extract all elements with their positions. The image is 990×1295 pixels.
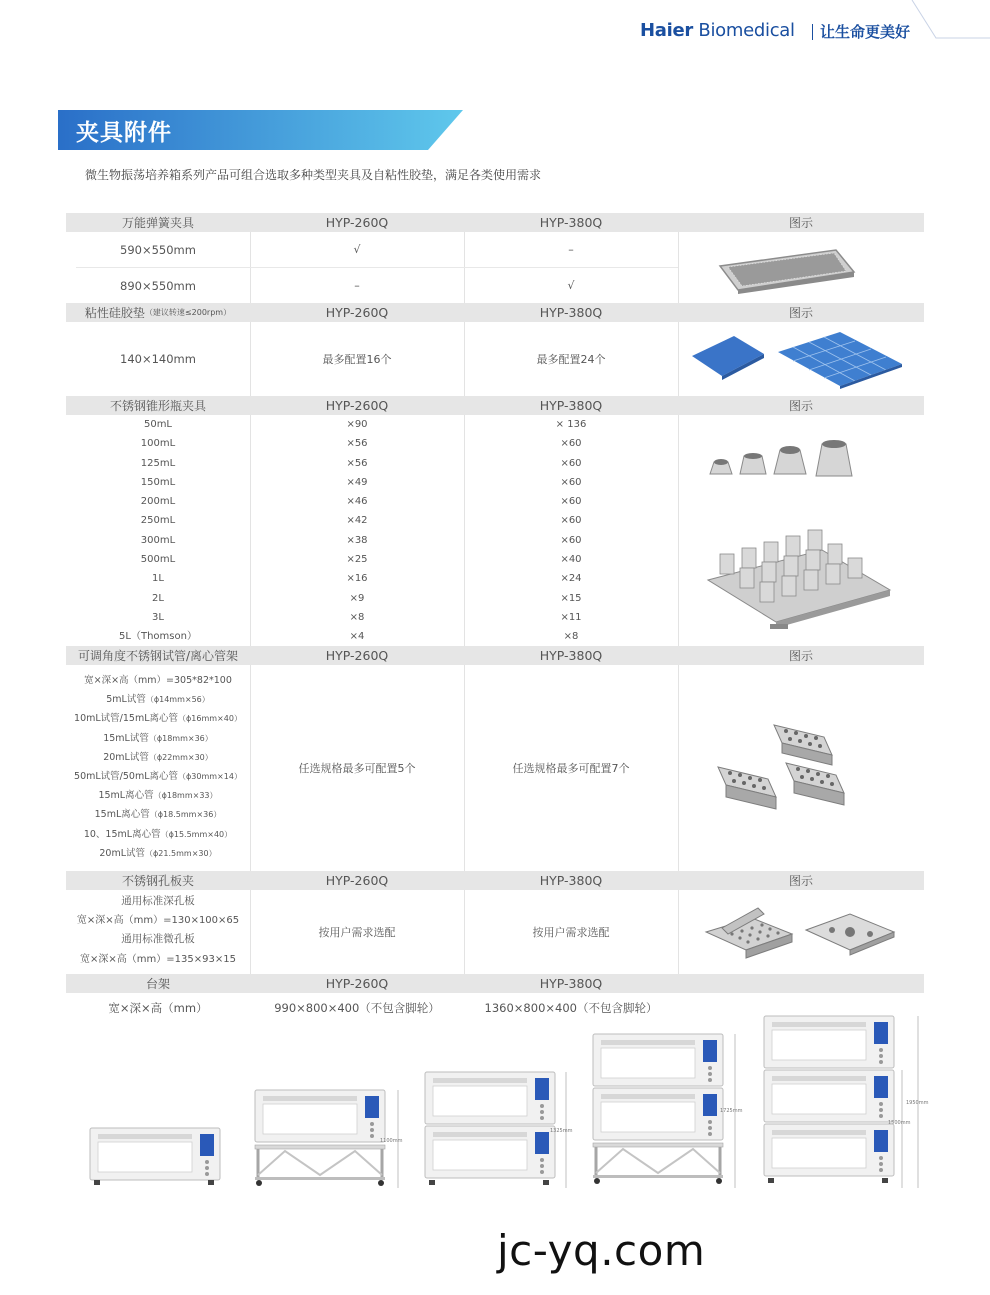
incubator-configurations [80,1012,940,1197]
pad-260: 最多配置16个 [322,353,392,366]
stand-header-380: HYP-380Q [539,976,603,991]
spring-size-1: 590×550mm [120,242,196,257]
flask-count-380: ×40 [560,554,582,566]
flask-header-260: HYP-260Q [325,398,389,413]
spring-260-1: √ [353,243,361,256]
pad-body [66,322,924,396]
tube-body [66,665,924,871]
plate-micro-dims: 宽×深×高（mm）=135×93×15 [80,953,236,965]
pad-size: 140×140mm [120,352,196,366]
spring-260-2: – [354,279,360,292]
flask-volume: 2L [152,592,164,604]
flask-count-260: ×8 [349,611,365,623]
accessory-table [66,213,924,1023]
plate-micro-label: 通用标准微孔板 [121,933,195,946]
flask-count-380: ×60 [560,534,582,546]
flask-count-260: ×42 [346,515,368,527]
plate-header-260: HYP-260Q [325,873,389,888]
flask-count-380: ×60 [560,438,582,450]
pad-header-row [66,303,924,322]
plate-header-row [66,871,924,890]
spring-body [66,232,924,303]
plate-deep-dims: 宽×深×高（mm）=130×100×65 [76,915,240,927]
flask-header-label: 不锈钢锥形瓶夹具 [109,399,206,413]
tube-item: 5mL试管（ϕ14mm×56） [106,694,210,706]
pad-header-image: 图示 [788,306,813,320]
tube-260: 任选规格最多可配置5个 [298,762,416,775]
stand-header-row [66,974,924,993]
plate-body [66,890,924,974]
flask-count-380: ×60 [560,457,582,469]
tube-item: 20mL试管（ϕ21.5mm×30） [99,847,217,859]
flask-count-260: ×56 [346,457,368,469]
footer-site: jc-yq.com [497,1226,706,1275]
flask-volume: 150mL [140,476,176,488]
flask-count-380: ×60 [560,496,582,508]
flask-volume-list [66,415,250,647]
flask-count-260: ×25 [346,554,368,566]
brand-header [640,18,940,46]
tube-item: 15mL离心管（ϕ18mm×33） [98,790,218,802]
flask-volume: 250mL [140,515,176,527]
tube-header-image: 图示 [788,649,813,663]
plate-spec-list [66,892,250,969]
flask-380-list [464,415,678,647]
brand-divider [812,24,813,40]
flask-count-380: ×60 [560,515,582,527]
flask-count-260: ×9 [349,592,365,604]
spring-size-2: 890×550mm [120,278,196,293]
flask-header-image: 图示 [788,399,813,413]
flask-count-260: ×16 [346,573,368,585]
flask-count-380: ×8 [563,631,579,643]
tube-header-label: 可调角度不锈钢试管/离心管架 [77,649,239,663]
flask-volume: 50mL [143,419,173,430]
flask-volume: 1L [152,573,164,585]
plate-deep-label: 通用标准深孔板 [121,895,195,907]
stand-header-blank [678,974,924,993]
flask-volume: 200mL [140,496,176,508]
flask-count-260: ×49 [346,476,368,488]
tube-spec-list [66,671,250,863]
spring-header-380: HYP-380Q [539,215,603,230]
flask-260-list [250,415,464,647]
tube-header-row [66,646,924,665]
flask-body [66,415,924,646]
flask-count-260: ×56 [346,438,368,450]
spring-header-label: 万能弹簧夹具 [121,216,194,230]
spring-header-row [66,213,924,232]
flask-count-380: ×15 [560,592,582,604]
tube-item: 10、15mL离心管（ϕ15.5mm×40） [83,828,233,840]
flask-count-380: ×11 [560,611,582,623]
plate-260: 按用户需求选配 [318,926,396,939]
pad-header-380: HYP-380Q [539,305,603,320]
section-banner [58,110,463,150]
tube-item: 10mL试管/15mL离心管（ϕ16mm×40） [74,713,242,725]
plate-clamp-image [702,904,902,964]
brand-slogan: 让生命更美好 [820,23,911,41]
stand-dims-label: 宽×深×高（mm） [108,1001,208,1015]
flask-volume: 3L [152,611,164,623]
tube-380: 任选规格最多可配置7个 [512,762,630,775]
plate-header-label: 不锈钢孔板夹 [121,874,194,888]
flask-clamp-image [702,440,892,635]
spring-380-2: √ [567,279,575,292]
height-label-4: 1950mm [906,1100,929,1106]
pad-header-label: 粘性硅胶垫 （建议转速≤200rpm） [84,306,232,320]
spring-header-image: 图示 [788,216,813,230]
flask-count-260: ×46 [346,496,368,508]
tube-rack-image [714,717,854,817]
spring-header-260: HYP-260Q [325,215,389,230]
pad-380: 最多配置24个 [536,353,606,366]
flask-count-380: × 136 [555,419,587,430]
tube-item: 50mL试管/50mL离心管（ϕ30mm×14） [74,770,242,782]
tube-header-380: HYP-380Q [539,648,603,663]
tube-item: 15mL试管（ϕ18mm×36） [103,732,213,744]
spring-clamp-image [716,244,856,294]
stand-380: 1360×800×400（不包含脚轮） [484,1001,658,1015]
flask-count-380: ×60 [560,476,582,488]
plate-header-image: 图示 [788,874,813,888]
flask-header-380: HYP-380Q [539,398,603,413]
spring-380-1: – [568,243,574,256]
height-label-5: 1500mm [888,1120,911,1126]
stand-260: 990×800×400（不包含脚轮） [274,1001,440,1015]
plate-header-380: HYP-380Q [539,873,603,888]
tube-header-260: HYP-260Q [325,648,389,663]
height-label-2: 1325mm [550,1128,573,1134]
flask-count-380: ×24 [560,573,582,585]
flask-volume: 5L（Thomson） [119,631,197,643]
stand-header-260: HYP-260Q [325,976,389,991]
section-title: 夹具附件 [76,120,172,146]
flask-volume: 125mL [140,457,176,469]
tube-dims: 宽×深×高（mm）=305*82*100 [84,675,232,686]
flask-count-260: ×4 [349,631,365,643]
silicone-pad-image [690,330,905,390]
corner-decoration [900,0,990,45]
plate-380: 按用户需求选配 [532,926,610,939]
height-label-3: 1725mm [720,1108,743,1114]
tube-item: 20mL试管（ϕ22mm×30） [103,751,213,763]
pad-header-260: HYP-260Q [325,305,389,320]
brand-logo: Haier Biomedical [640,20,795,41]
flask-count-260: ×90 [346,419,368,430]
section-intro: 微生物振荡培养箱系列产品可组合选取多种类型夹具及自粘性胶垫，满足各类使用需求 [85,168,542,182]
height-label-1: 1100mm [380,1138,403,1144]
flask-volume: 300mL [140,534,176,546]
stand-header-label: 台架 [145,977,170,991]
tube-item: 15mL离心管（ϕ18.5mm×36） [94,809,222,821]
flask-header-row [66,396,924,415]
flask-volume: 100mL [140,438,176,450]
flask-count-260: ×38 [346,534,368,546]
flask-volume: 500mL [140,554,176,566]
